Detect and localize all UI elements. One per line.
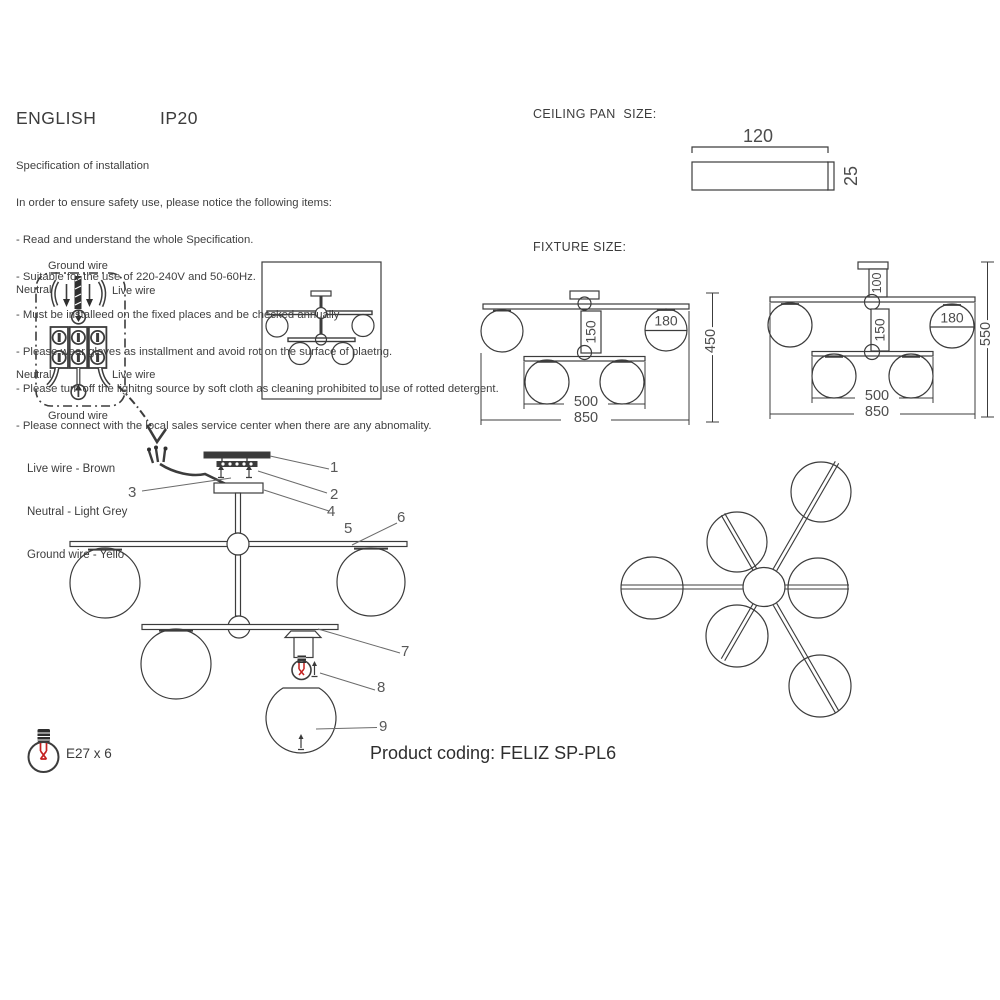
- dim-side-overall-width: 850: [864, 404, 890, 421]
- label-live-wire-top: Live wire: [112, 285, 156, 297]
- dim-front-stem: 150: [582, 320, 599, 344]
- part-number-2: 2: [330, 486, 339, 503]
- part-number-8: 8: [377, 679, 386, 696]
- label-neutral-bottom: Neutral: [16, 369, 52, 381]
- part-number-7: 7: [401, 643, 410, 660]
- language-title: ENGLISH: [16, 108, 97, 128]
- top-view-drawing: [621, 461, 851, 717]
- label-ground-wire-bottom: Ground wire: [48, 410, 108, 422]
- product-coding: Product coding: FELIZ SP-PL6: [370, 743, 617, 763]
- fixture-size-heading: FIXTURE SIZE:: [533, 240, 627, 254]
- wire-color-legend: [27, 433, 127, 577]
- ip-rating: IP20: [160, 108, 198, 128]
- spec-text-block: [16, 135, 499, 445]
- spec-item: - Please wear gloves as installment and avoid rot on the surface of plaetng.: [16, 345, 393, 358]
- label-ground-wire-top: Ground wire: [48, 260, 108, 272]
- part-number-5: 5: [344, 520, 353, 537]
- part-number-4: 4: [327, 503, 336, 520]
- lamp-spec-label: E27 x 6: [66, 746, 112, 761]
- bulb-icon: [29, 729, 59, 772]
- spec-item: - Please connect with the local sales service center when there are any abnomality.: [16, 420, 432, 433]
- spec-intro: In order to ensure safety use, please notice the following items:: [16, 197, 332, 210]
- dim-pan-width: 120: [742, 126, 774, 147]
- part-number-3: 3: [128, 484, 137, 501]
- label-live-wire-bottom: Live wire: [112, 369, 156, 381]
- spec-item: - Must be installeed on the fixed places and be checked annually: [16, 308, 340, 321]
- spec-title: Specification of installation: [16, 159, 150, 172]
- dim-front-overall-width: 850: [573, 410, 599, 427]
- part-number-6: 6: [397, 509, 406, 526]
- part-number-1: 1: [330, 459, 339, 476]
- dim-side-height: 550: [978, 321, 995, 347]
- dim-front-height: 450: [703, 328, 720, 354]
- ceiling-pan-drawing: [692, 147, 834, 190]
- dim-front-inner-width: 500: [573, 394, 599, 411]
- legend-neutral: Neutral - Light Grey: [27, 506, 128, 519]
- bulb-small: [292, 656, 311, 680]
- legend-ground: Ground wire - Yello: [27, 549, 125, 562]
- dim-pan-height: 25: [841, 165, 862, 187]
- spec-item: - Read and understand the whole Specification.: [16, 234, 254, 247]
- spec-item: - Suitable for the use of 220-240V and 50-60Hz.: [16, 271, 256, 284]
- dim-side-globe: 180: [940, 309, 964, 326]
- dim-side-top-stem: 100: [870, 272, 885, 294]
- dim-side-inner-width: 500: [864, 388, 890, 405]
- part-number-9: 9: [379, 718, 388, 735]
- dim-side-stem: 150: [871, 318, 888, 342]
- ceiling-pan-size-heading: CEILING PAN SIZE:: [533, 107, 657, 121]
- dim-front-globe: 180: [654, 312, 678, 329]
- label-neutral-top: Neutral: [16, 284, 52, 296]
- legend-live: Live wire - Brown: [27, 462, 116, 475]
- spec-item: - Please tum off the lighitng source by soft cloth as cleaning prohibited to use of rotted detergent.: [16, 383, 499, 396]
